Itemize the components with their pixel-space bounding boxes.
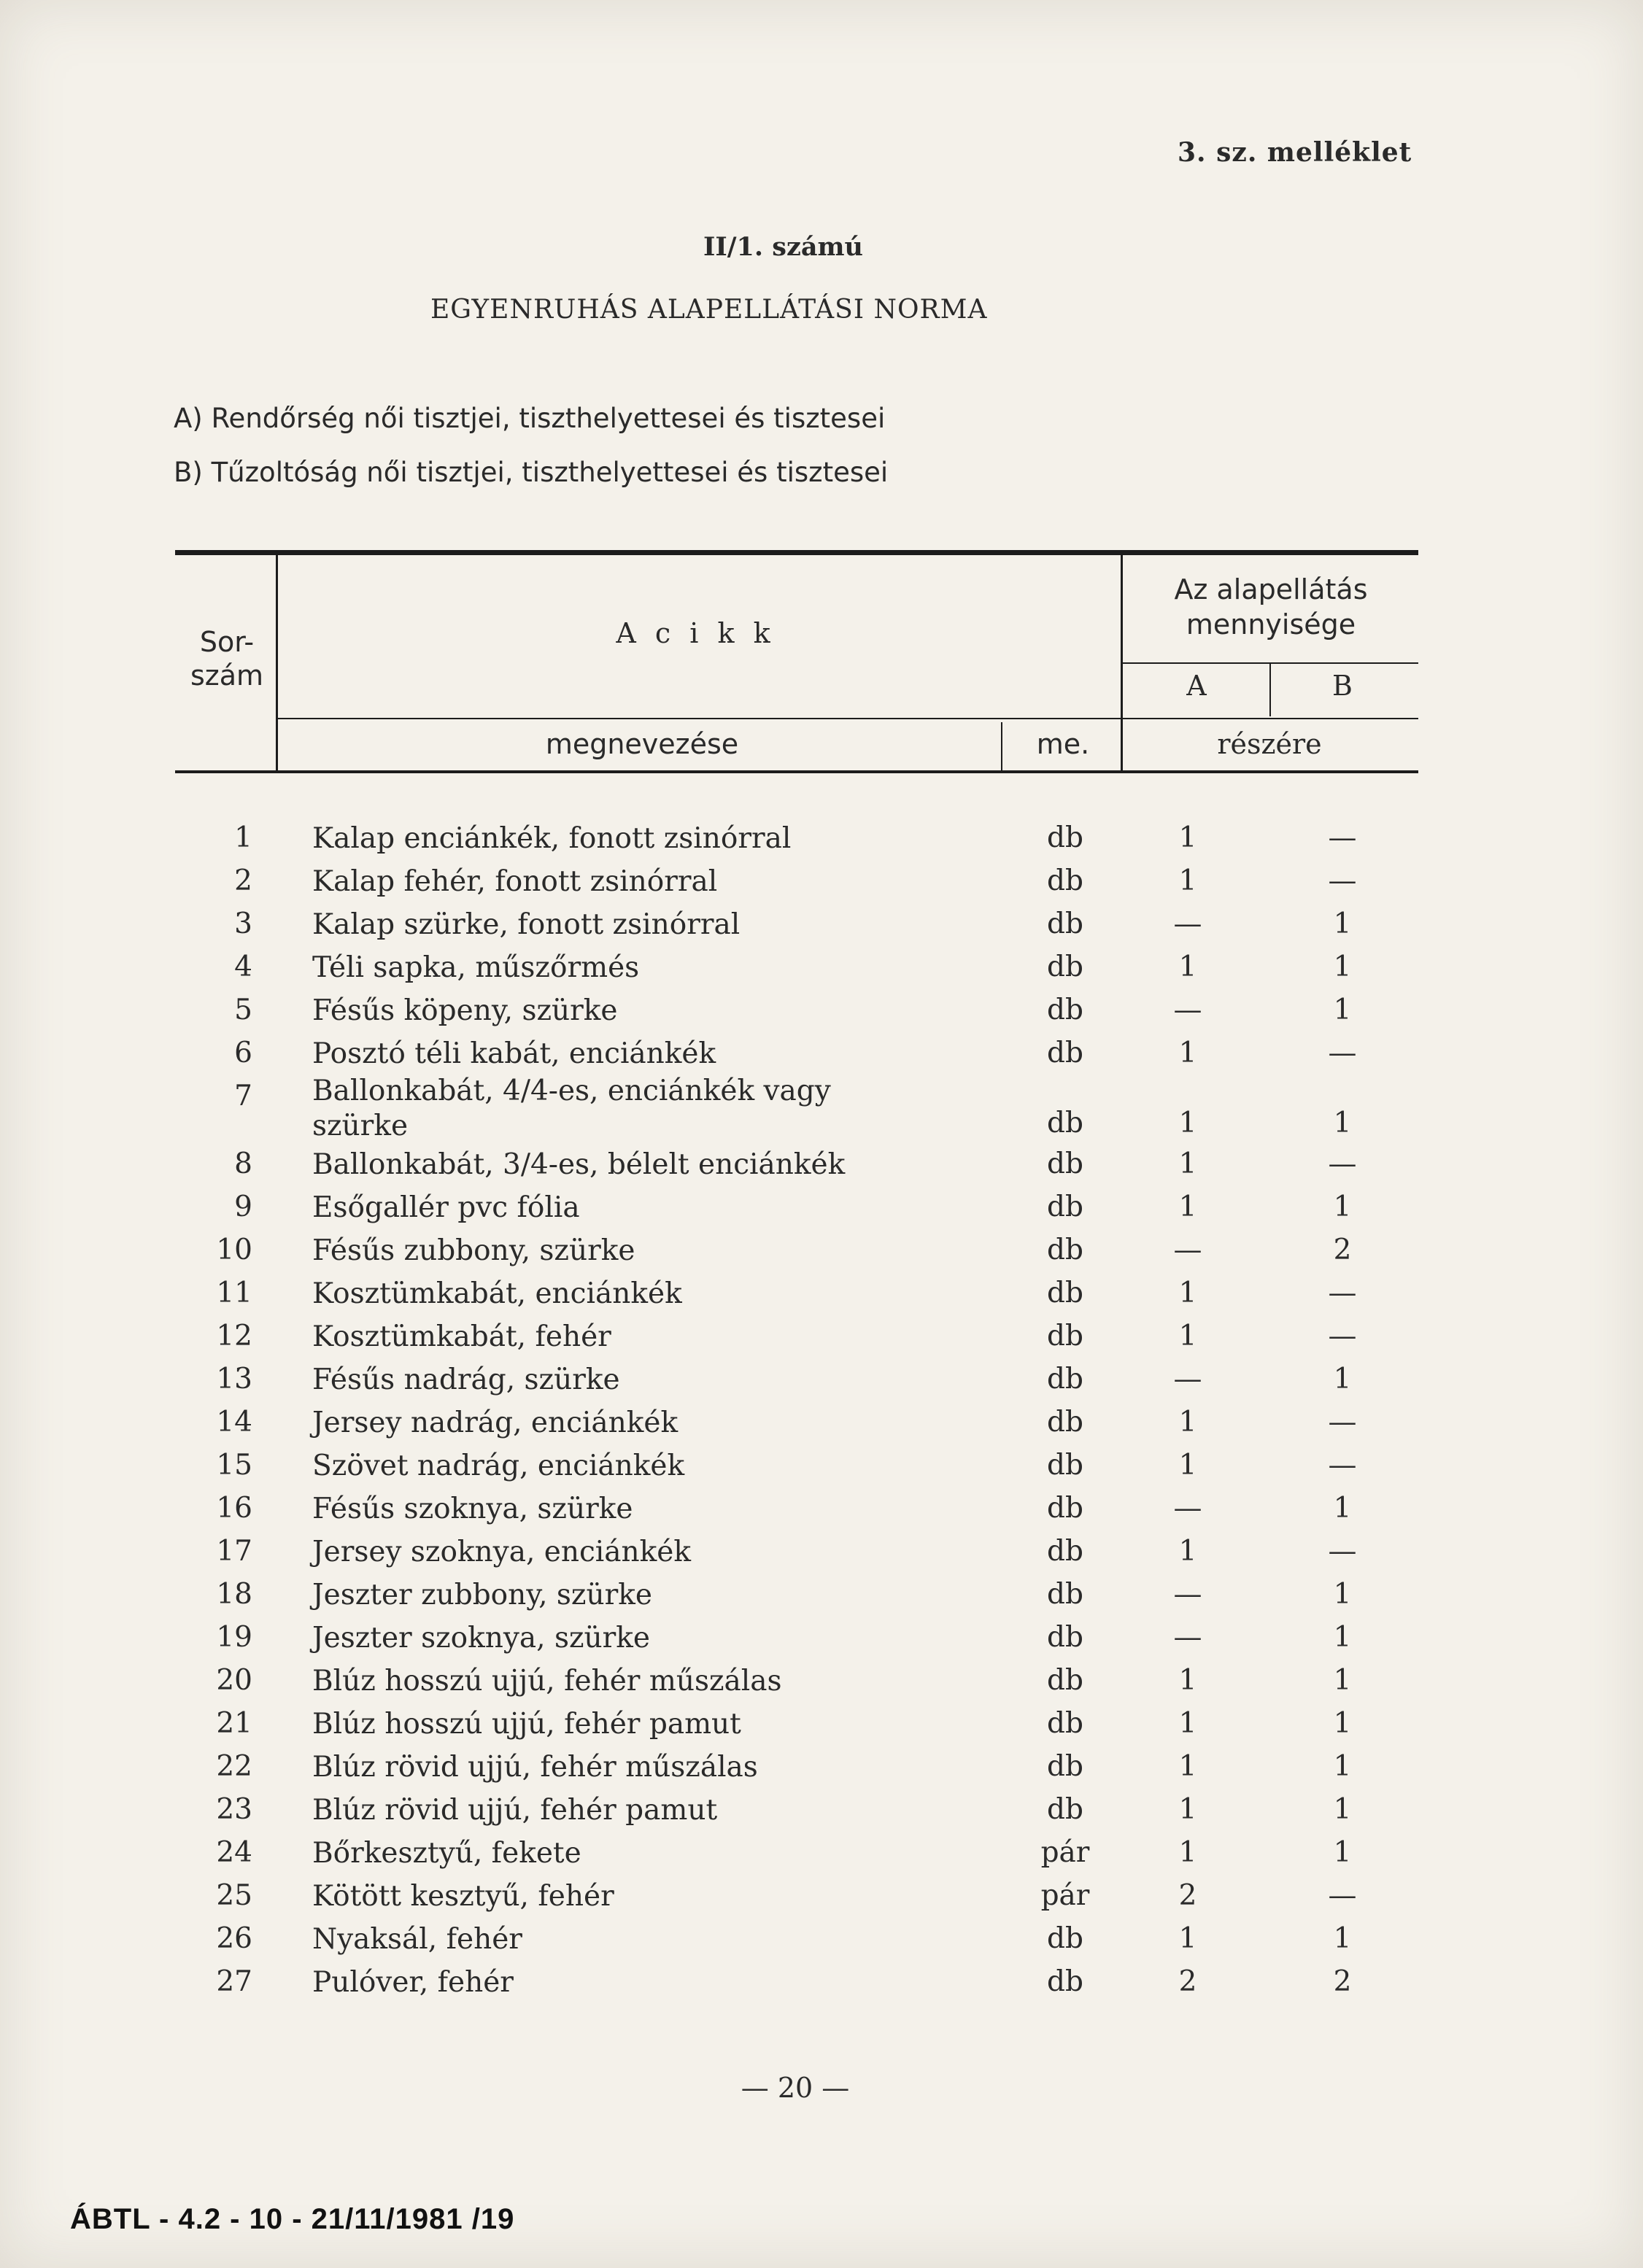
qty-b: — — [1328, 1879, 1357, 1912]
item-name: Ballonkabát, 3/4-es, bélelt enciánkék — [312, 1148, 846, 1181]
qty-b: 1 — [1333, 1793, 1352, 1826]
row-number: 4 — [234, 951, 252, 983]
qty-b: 1 — [1333, 1363, 1352, 1396]
archive-reference: ÁBTL - 4.2 - 10 - 21/11/1981 /19 — [70, 2203, 515, 2235]
table-row — [0, 1878, 1643, 1921]
qty-a: 2 — [1178, 1965, 1197, 1998]
item-name-line-1: Ballonkabát, 4/4-es, enciánkék vagy — [312, 1075, 831, 1107]
row-number: 18 — [216, 1578, 252, 1611]
table-row — [0, 1404, 1643, 1447]
item-unit: db — [1047, 907, 1083, 940]
qty-b: 1 — [1333, 1191, 1352, 1223]
annex-label: 3. sz. melléklet — [1178, 137, 1412, 168]
qty-b: 2 — [1333, 1234, 1352, 1266]
item-name: Fésűs szoknya, szürke — [312, 1493, 633, 1525]
item-name: Blúz hosszú ujjú, fehér műszálas — [312, 1665, 782, 1698]
qty-a: 1 — [1178, 1320, 1197, 1352]
item-unit: db — [1047, 1363, 1083, 1396]
item-unit: pár — [1040, 1836, 1090, 1869]
row-number: 19 — [216, 1621, 252, 1654]
qty-b: — — [1328, 1449, 1357, 1482]
item-unit: db — [1047, 1449, 1083, 1482]
document-title: EGYENRUHÁS ALAPELLÁTÁSI NORMA — [430, 295, 988, 325]
item-name: Jersey szoknya, enciánkék — [312, 1536, 691, 1568]
table-row — [0, 1146, 1643, 1189]
header-mid-rule — [276, 718, 1418, 719]
qty-a: 1 — [1178, 1406, 1197, 1439]
row-number: 2 — [234, 864, 252, 897]
item-unit: db — [1047, 1234, 1083, 1266]
item-name — [312, 1074, 831, 1144]
qty-b: — — [1328, 1320, 1357, 1352]
item-unit: db — [1047, 1965, 1083, 1998]
row-number: 24 — [216, 1836, 252, 1869]
item-name: Blúz rövid ujjú, fehér pamut — [312, 1794, 718, 1827]
item-unit: db — [1047, 1191, 1083, 1223]
qty-a: — — [1173, 1234, 1202, 1266]
table-row — [0, 1189, 1643, 1232]
qty-b: — — [1328, 821, 1357, 854]
item-unit: db — [1047, 1320, 1083, 1352]
table-row — [0, 1749, 1643, 1792]
item-name-line-2: szürke — [312, 1110, 409, 1142]
page-number: — 20 — — [741, 2072, 850, 2104]
row-number: 1 — [234, 821, 252, 854]
qty-b: 1 — [1333, 951, 1352, 983]
scope-b: B) Tűzoltóság női tisztjei, tiszthelyettesei és tisztesei — [174, 457, 889, 488]
item-unit: db — [1047, 1277, 1083, 1309]
row-number: 26 — [216, 1922, 252, 1955]
header-divider-4 — [1269, 664, 1271, 716]
col-qty-sub-label: részére — [1217, 728, 1322, 760]
row-number: 3 — [234, 907, 252, 940]
header-bottom-rule — [175, 770, 1418, 773]
qty-a: — — [1173, 1363, 1202, 1396]
item-unit: db — [1047, 1922, 1083, 1955]
item-name: Blúz rövid ujjú, fehér műszálas — [312, 1751, 758, 1784]
item-unit: db — [1047, 994, 1083, 1026]
qty-a: — — [1173, 1621, 1202, 1654]
item-name: Bőrkesztyű, fekete — [312, 1837, 581, 1870]
qty-a: 1 — [1178, 864, 1197, 897]
qty-b: 1 — [1333, 1922, 1352, 1955]
item-unit: db — [1047, 1406, 1083, 1439]
row-number: 27 — [216, 1965, 252, 1998]
item-unit: db — [1047, 1037, 1083, 1069]
table-row — [0, 1361, 1643, 1404]
col-unit-label: me. — [1036, 728, 1090, 760]
qty-a: 1 — [1178, 1037, 1197, 1069]
qty-a: 1 — [1178, 1793, 1197, 1826]
row-number: 12 — [216, 1320, 252, 1352]
table-row — [0, 1792, 1643, 1835]
item-name: Fésűs zubbony, szürke — [312, 1234, 635, 1267]
qty-b: 1 — [1333, 994, 1352, 1026]
table-row — [0, 1533, 1643, 1576]
item-unit: db — [1047, 1750, 1083, 1783]
table-row — [0, 949, 1643, 992]
row-number: 20 — [216, 1664, 252, 1697]
qty-a: 1 — [1178, 1191, 1197, 1223]
qty-a: 1 — [1178, 1922, 1197, 1955]
row-number: 14 — [216, 1406, 252, 1439]
header-divider-2 — [1121, 554, 1123, 770]
row-number: 13 — [216, 1363, 252, 1396]
col-qty-label-2: mennyisége — [1186, 608, 1356, 640]
qty-a: 1 — [1178, 1277, 1197, 1309]
item-name: Fésűs nadrág, szürke — [312, 1363, 620, 1396]
item-unit: pár — [1040, 1879, 1090, 1912]
item-unit: db — [1047, 1492, 1083, 1525]
item-name: Blúz hosszú ujjú, fehér pamut — [312, 1708, 741, 1741]
qty-a: 1 — [1178, 1750, 1197, 1783]
item-name: Nyaksál, fehér — [312, 1923, 522, 1956]
col-serial-label-1: Sor- — [199, 626, 255, 658]
qty-a: — — [1173, 1492, 1202, 1525]
table-row — [0, 992, 1643, 1035]
item-name: Jeszter zubbony, szürke — [312, 1579, 652, 1611]
row-number: 15 — [216, 1449, 252, 1482]
table-row — [0, 1275, 1643, 1318]
qty-a: — — [1173, 1578, 1202, 1611]
table-row — [0, 1964, 1643, 2007]
col-qty-a-label: A — [1186, 670, 1207, 702]
qty-b: — — [1328, 1535, 1357, 1568]
item-name: Kalap fehér, fonott zsinórral — [312, 865, 718, 898]
qty-a: 1 — [1178, 1147, 1197, 1180]
row-number: 8 — [234, 1147, 252, 1180]
col-qty-b-label: B — [1332, 670, 1353, 702]
qty-a: 1 — [1178, 951, 1197, 983]
table-row — [0, 820, 1643, 863]
item-unit: db — [1047, 951, 1083, 983]
header-divider-1 — [276, 554, 278, 770]
scope-a: A) Rendőrség női tisztjei, tiszthelyettesei és tisztesei — [174, 403, 886, 434]
qty-a: 1 — [1178, 1535, 1197, 1568]
item-name: Pulóver, fehér — [312, 1966, 514, 1999]
qty-a: 1 — [1178, 821, 1197, 854]
row-number: 10 — [216, 1234, 252, 1266]
col-serial-label-2: szám — [190, 659, 264, 692]
qty-b: 1 — [1333, 1750, 1352, 1783]
item-name: Kosztümkabát, fehér — [312, 1320, 611, 1353]
qty-a: 1 — [1178, 1449, 1197, 1482]
table-row — [0, 1706, 1643, 1749]
table-body — [0, 820, 1643, 2007]
row-number: 21 — [216, 1707, 252, 1740]
item-name: Kalap enciánkék, fonott zsinórral — [312, 822, 792, 855]
qty-a: — — [1173, 994, 1202, 1026]
qty-a: 1 — [1178, 1664, 1197, 1697]
table-row — [0, 863, 1643, 906]
item-unit: db — [1047, 1664, 1083, 1697]
row-number: 17 — [216, 1535, 252, 1568]
qty-b: 1 — [1333, 1492, 1352, 1525]
item-unit: db — [1047, 821, 1083, 854]
item-name: Kalap szürke, fonott zsinórral — [312, 908, 741, 941]
table-row — [0, 906, 1643, 949]
item-unit: db — [1047, 864, 1083, 897]
row-number: 9 — [234, 1191, 252, 1223]
qty-b: 1 — [1333, 1578, 1352, 1611]
item-unit: db — [1047, 1578, 1083, 1611]
qty-a: — — [1173, 907, 1202, 940]
item-unit: db — [1047, 1535, 1083, 1568]
qty-b: 1 — [1333, 1621, 1352, 1654]
table-row — [0, 1835, 1643, 1878]
qty-b: 1 — [1333, 1664, 1352, 1697]
col-qty-label-1: Az alapellátás — [1174, 573, 1368, 605]
item-unit: db — [1047, 1107, 1083, 1139]
item-name: Téli sapka, műszőrmés — [312, 951, 640, 984]
item-name: Jeszter szoknya, szürke — [312, 1622, 650, 1654]
item-name: Fésűs köpeny, szürke — [312, 994, 618, 1027]
header-divider-3 — [1001, 722, 1002, 770]
item-name: Jersey nadrág, enciánkék — [312, 1406, 679, 1439]
item-name: Kötött kesztyű, fehér — [312, 1880, 614, 1913]
table-row — [0, 1663, 1643, 1706]
col-item-sub-label: megnevezése — [545, 728, 739, 760]
row-number: 22 — [216, 1750, 252, 1783]
qty-b: 1 — [1333, 907, 1352, 940]
row-number: 6 — [234, 1037, 252, 1069]
table-row — [0, 1447, 1643, 1490]
row-number: 11 — [216, 1277, 252, 1309]
qty-b: 1 — [1333, 1836, 1352, 1869]
qty-b: — — [1328, 1037, 1357, 1069]
qty-b: 1 — [1333, 1707, 1352, 1740]
table-row — [0, 1035, 1643, 1078]
table-row — [0, 1490, 1643, 1533]
norm-number: II/1. számú — [703, 232, 863, 262]
row-number: 23 — [216, 1793, 252, 1826]
item-unit: db — [1047, 1147, 1083, 1180]
qty-a: 1 — [1178, 1107, 1197, 1139]
qty-a: 1 — [1178, 1707, 1197, 1740]
item-unit: db — [1047, 1793, 1083, 1826]
qty-a: 1 — [1178, 1836, 1197, 1869]
item-unit: db — [1047, 1621, 1083, 1654]
table-row — [0, 1619, 1643, 1663]
table-row — [0, 1921, 1643, 1964]
table-row — [0, 1318, 1643, 1361]
row-number: 25 — [216, 1879, 252, 1912]
qty-b: 1 — [1333, 1107, 1352, 1139]
row-number: 5 — [234, 994, 252, 1026]
header-top-rule — [175, 550, 1418, 555]
table-row — [0, 1576, 1643, 1619]
col-item-label: A c i k k — [616, 617, 770, 649]
item-name: Szövet nadrág, enciánkék — [312, 1450, 685, 1482]
item-name: Kosztümkabát, enciánkék — [312, 1277, 682, 1310]
qty-b: — — [1328, 864, 1357, 897]
item-unit: db — [1047, 1707, 1083, 1740]
row-number: 7 — [234, 1080, 252, 1112]
item-name: Esőgallér pvc fólia — [312, 1191, 580, 1224]
qty-b: — — [1328, 1277, 1357, 1309]
table-row — [0, 1075, 1643, 1146]
table-row — [0, 1232, 1643, 1275]
qty-a: 2 — [1178, 1879, 1197, 1912]
qty-b: — — [1328, 1406, 1357, 1439]
qty-b: 2 — [1333, 1965, 1352, 1998]
item-name: Posztó téli kabát, enciánkék — [312, 1037, 716, 1070]
qty-b: — — [1328, 1147, 1357, 1180]
row-number: 16 — [216, 1492, 252, 1525]
